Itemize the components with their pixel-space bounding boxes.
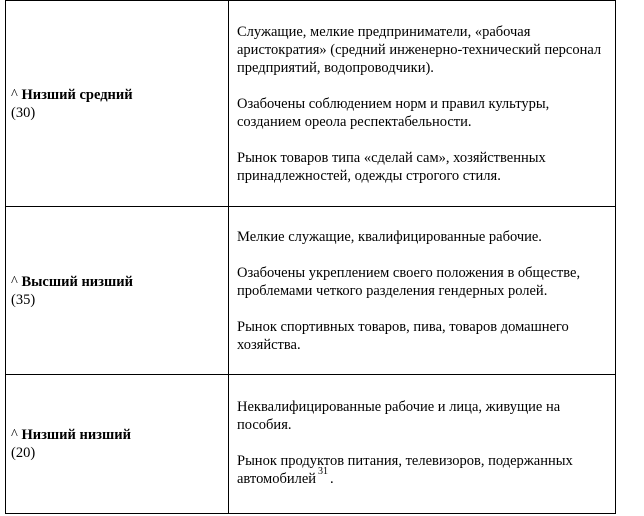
description-paragraph: Озабочены соблюдением норм и правил культуры, созданием ореола респектабельности. xyxy=(237,95,550,130)
description-paragraph: Мелкие служащие, квалифицированные рабочие. xyxy=(237,228,542,245)
table-row xyxy=(6,375,616,514)
class-table xyxy=(5,0,616,514)
caret-mark: ^ xyxy=(11,427,18,443)
description-paragraph: Служащие, мелкие предприниматели, «рабочая аристократия» (средний инженерно-технический персонал предприятий, водопроводчики). xyxy=(237,23,602,76)
class-cell xyxy=(6,207,229,375)
description-paragraph: Рынок товаров типа «сделай сам», хозяйственных принадлежностей, одежды строгого стиля. xyxy=(237,149,546,184)
description-paragraph: Рынок спортивных товаров, пива, товаров домашнего хозяйства. xyxy=(237,318,569,353)
class-cell xyxy=(6,375,229,514)
description-text: Рынок продуктов питания, телевизоров, подержанных автомобилей xyxy=(237,453,573,487)
class-count: (30) xyxy=(11,104,36,121)
description-cell xyxy=(229,1,616,207)
caret-mark: ^ xyxy=(11,273,18,290)
class-title: Низший средний xyxy=(21,86,133,103)
description-cell xyxy=(229,207,616,375)
class-count: (35) xyxy=(11,291,36,308)
class-title: Низший низший xyxy=(21,427,131,443)
description-paragraph xyxy=(237,452,607,490)
description-cell xyxy=(229,375,616,514)
class-title: Высший низший xyxy=(21,273,133,290)
caret-mark: ^ xyxy=(11,86,18,103)
description-paragraph: Неквалифицированные рабочие и лица, живущие на пособия. xyxy=(237,399,561,433)
end-punctuation: . xyxy=(330,471,334,487)
footnote-reference[interactable]: 31 xyxy=(318,466,329,477)
class-count: (20) xyxy=(11,445,36,461)
table-row xyxy=(6,207,616,375)
class-cell xyxy=(6,1,229,207)
table-row xyxy=(6,1,616,207)
description-paragraph: Озабочены укреплением своего положения в обществе, проблемами четкого разделения гендерных ролей. xyxy=(237,264,581,299)
